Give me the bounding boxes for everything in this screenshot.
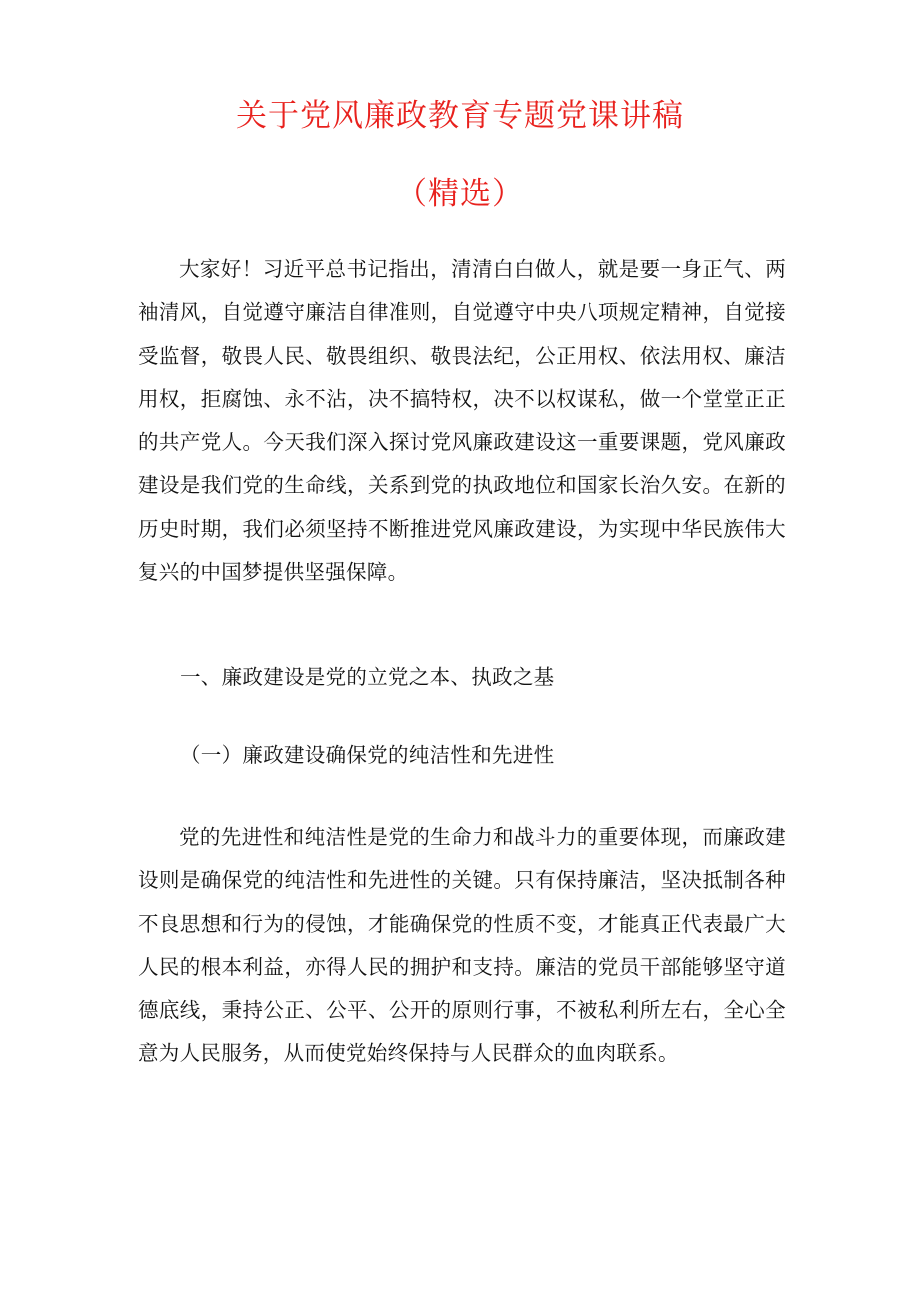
document-title: 关于党风廉政教育专题党课讲稿 — [236, 98, 684, 134]
intro-paragraph: 大家好！习近平总书记指出，清清白白做人，就是要一身正气、两袖清风，自觉遵守廉洁自律准则，自觉遵守中央八项规定精神，自觉接受监督，敬畏人民、敬畏组织、敬畏法纪，公正用权、依法用权、廉洁用权，拒腐蚀、永不沾，决不搞特权，决不以权谋私，做一个堂堂正正的共产党人。今天我们深入探讨党风廉政建设这一重要课题，党风廉政建设是我们党的生命线，关系到党的执政地位和国家长治久安。在新的历史时期，我们必须坚持不断推进党风廉政建设，为实现中华民族伟大复兴的中国梦提供坚强保障。 — [138, 257, 786, 585]
subsection-heading: （一）廉政建设确保党的纯洁性和先进性 — [180, 743, 555, 767]
document-subtitle: （精选） — [396, 176, 524, 212]
body-paragraph: 党的先进性和纯洁性是党的生命力和战斗力的重要体现，而廉政建设则是确保党的纯洁性和先进性的关键。只有保持廉洁，坚决抵制各种不良思想和行为的侵蚀，才能确保党的性质不变，才能真正代表最广大人民的根本利益，亦得人民的拥护和支持。廉洁的党员干部能够坚守道德底线，秉持公正、公平、公开的原则行事，不被私利所左右，全心全意为人民服务，从而使党始终保持与人民群众的血肉联系。 — [138, 825, 786, 1066]
section-heading: 一、廉政建设是党的立党之本、执政之基 — [180, 665, 555, 689]
